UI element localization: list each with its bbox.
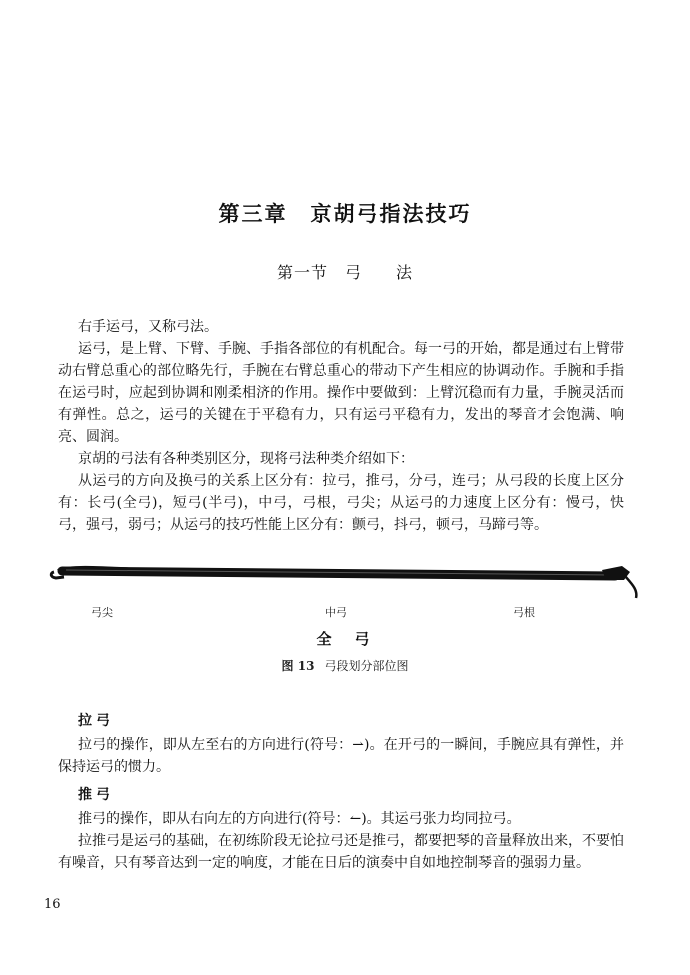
page-number: 16 xyxy=(44,897,61,912)
paragraph xyxy=(58,316,624,536)
paragraph-1: 右手运弓，又称弓法。 xyxy=(78,319,218,335)
paragraph: 拉弓的操作，即从左至右的方向进行(符号：⇀)。在开弓的一瞬间，手腕应具有弹性，并保持运弓的惯力。 xyxy=(58,737,624,775)
section-title: 第一节 弓 法 xyxy=(276,263,413,282)
bow-root-label: 弓根 xyxy=(513,606,535,619)
bow-tip-label: 弓尖 xyxy=(91,606,113,619)
bow-tassel xyxy=(625,576,636,598)
sub-heading-la-gong: 拉弓 xyxy=(78,713,114,729)
paragraph: 拉推弓是运弓的基础，在初练阶段无论拉弓还是推弓，都要把琴的音量释放出来，不要怕有噪音，只有琴音达到一定的响度，才能在日后的演奏中自如地控制琴音的强弱力量。 xyxy=(58,833,624,871)
figure-caption-text: 弓段划分部位图 xyxy=(324,659,409,673)
bow-hair xyxy=(62,571,615,576)
bow-middle-label: 中弓 xyxy=(325,606,347,619)
figure-number: 图 13 xyxy=(281,659,315,673)
section-tui-gong-body xyxy=(58,808,624,874)
section-la-gong-body xyxy=(58,734,624,778)
bow-illustration xyxy=(40,558,660,604)
paragraph-4: 从运弓的方向及换弓的关系上区分有：拉弓，推弓，分弓，连弓；从弓段的长度上区分有：长弓(全弓)，短弓(半弓)，中弓，弓根，弓尖；从运弓的力速度上区分有：慢弓，快弓，强弓，弱弓；从运弓的技巧性能上区分有：颤弓，抖弓，顿弓，马蹄弓等。 xyxy=(58,473,624,533)
sub-heading-tui-gong: 推弓 xyxy=(78,787,114,803)
full-bow-caption: 全 弓 xyxy=(316,630,374,648)
paragraph: 推弓的操作，即从右向左的方向进行(符号：↼)。其运弓张力均同拉弓。 xyxy=(78,811,521,827)
chapter-title: 第三章 京胡弓指法技巧 xyxy=(218,202,472,226)
paragraph-2: 运弓，是上臂、下臂、手腕、手指各部位的有机配合。每一弓的开始，都是通过右上臂带动右臂总重心的部位略先行，手腕在右臂总重心的带动下产生相应的协调动作。手腕和手指在运弓时，应起到协调和刚柔相济的作用。操作中要做到：上臂沉稳而有力量，手腕灵活而有弹性。总之，运弓的关键在于平稳有力，只有运弓平稳有力，发出的琴音才会饱满、响亮、圆润。 xyxy=(58,341,624,445)
figure-caption xyxy=(0,657,690,674)
paragraph-3: 京胡的弓法有各种类别区分，现将弓法种类介绍如下： xyxy=(78,451,414,467)
